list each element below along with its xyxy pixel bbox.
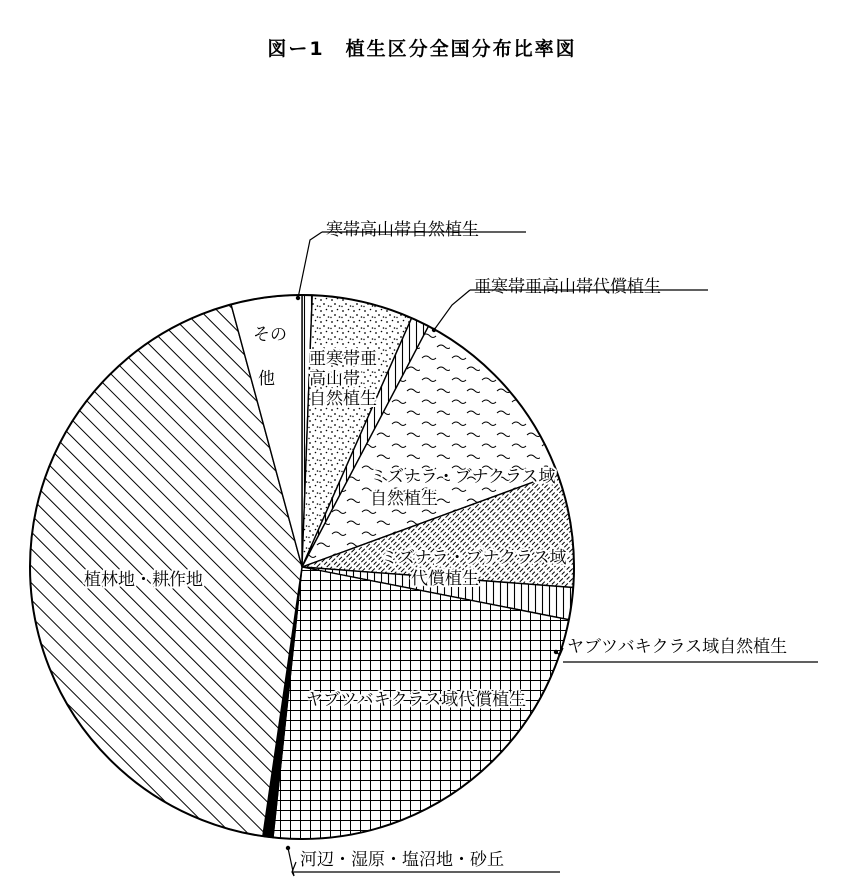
- leader-line-subalpine-secondary: [434, 290, 470, 330]
- slice-label-riverside: 河辺・湿原・塩沼地・砂丘: [300, 850, 504, 870]
- slice-label-buna-secondary: ミズナラ・ブナクラス域代償植生: [381, 548, 567, 589]
- slice-label-yabu-natural: ヤブツバキクラス域自然植生: [567, 637, 788, 657]
- slice-label-yabu-secondary: ヤブツバキクラス域代償植生: [306, 690, 527, 710]
- slice-label-other: その他: [253, 325, 287, 389]
- slice-label-buna-natural: ミズナラ・ブナクラス域自然植生: [370, 467, 556, 509]
- leader-arrowhead-alpine: [296, 296, 300, 300]
- leader-line-alpine: [298, 232, 322, 298]
- slice-label-subalpine-natural: 亜寒帯亜高山帯自然植生: [309, 349, 377, 409]
- slice-label-plantation: 植林地・耕作地: [84, 570, 203, 590]
- slice-label-subalpine-secondary: 亜寒帯亜高山帯代償植生: [474, 277, 661, 297]
- leader-arrowhead-subalpine-secondary: [432, 328, 436, 332]
- chart-title: 図ー1 植生区分全国分布比率図: [267, 38, 577, 60]
- leader-arrowhead-yabu-natural: [554, 650, 558, 654]
- leader-arrowhead-riverside: [286, 846, 290, 850]
- slice-label-alpine: 寒帯高山帯自然植生: [326, 220, 479, 240]
